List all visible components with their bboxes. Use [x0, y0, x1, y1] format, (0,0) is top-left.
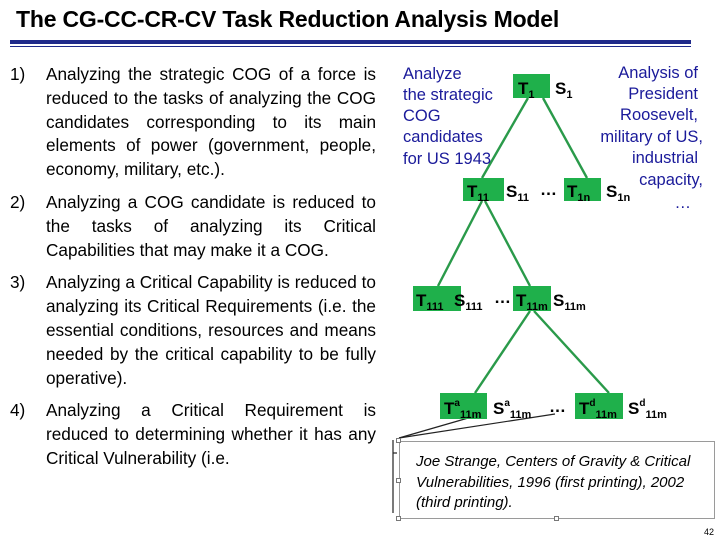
resize-handle[interactable] [396, 438, 401, 443]
list-text: Analyzing a Critical Capability is reduced to analyzing its Critical Requirements (i.e. the essential conditions, resources and means needed by the critical capability to be fully operative). [46, 272, 376, 388]
annotation-left-line: candidates [403, 128, 483, 146]
annotation-right-line: capacity, [639, 171, 703, 189]
reference-citation: Joe Strange, Centers of Gravity & Critical Vulnerabilities, 1996 (first printing), 2002 (third printing). [416, 453, 691, 511]
list-item [10, 271, 376, 390]
task-node-t11m: $T_{11m}$ [516, 291, 548, 313]
task-node-t111: $T_{111}$ [416, 291, 444, 313]
list-text: Analyzing the strategic COG of a force is reduced to the tasks of analyzing the COG candidates corresponding to its main elements of power (government, people, economy, military, etc.). [46, 64, 376, 180]
annotation-right-line: Roosevelt, [620, 106, 698, 124]
task-node-ta11m: $T^a_{11m}$ [444, 398, 482, 421]
tree-edge [438, 201, 482, 286]
list-text: Analyzing a COG candidate is reduced to the tasks of analyzing its Critical Capabilities that may make it a COG. [46, 191, 376, 260]
resize-handle[interactable] [554, 516, 559, 521]
annotation-right-line: President [628, 85, 698, 103]
tree-edge [543, 98, 587, 178]
task-node-t11: $T_{11}$ [467, 182, 490, 204]
annotation-right-line: industrial [631, 149, 698, 167]
annotation-left-line: COG [403, 107, 441, 125]
annotation-right-line: military of US, [600, 128, 703, 146]
tree-edge [485, 201, 530, 286]
ellipsis: … [540, 180, 557, 199]
tree-edge [534, 311, 609, 393]
resize-handle[interactable] [396, 516, 401, 521]
solution-node-sd11m: $S^d_{11m}$ [628, 398, 667, 421]
resize-handle[interactable] [396, 478, 401, 483]
solution-node-s1: $S_1$ [555, 79, 573, 101]
ellipsis: … [494, 288, 511, 307]
tree-edge [475, 311, 530, 393]
list-number: 4) [10, 400, 26, 421]
ellipsis: … [549, 397, 566, 416]
list-number: 1) [10, 64, 26, 84]
list-number: 3) [10, 272, 26, 293]
solution-node-s111: $S_{111}$ [454, 291, 483, 313]
solution-node-sa11m: $S^a_{11m}$ [493, 398, 532, 421]
annotation-left-line: the strategic [403, 86, 493, 104]
task-node-t1: $T_1$ [518, 79, 535, 101]
title-rule [10, 40, 691, 44]
page-number: 42 [703, 527, 714, 537]
annotation-right-line: … [674, 194, 691, 212]
annotation-right-line: Analysis of [618, 64, 698, 82]
title-rule-thin [10, 46, 691, 47]
list-item [10, 399, 376, 470]
solution-node-s11: $S_{11}$ [506, 182, 529, 204]
reference-textbox[interactable] [399, 441, 715, 519]
task-node-td11m: $T^d_{11m}$ [579, 398, 617, 421]
task-node-t1n: $T_{1n}$ [567, 182, 591, 204]
solution-node-s1n: $S_{1n}$ [606, 182, 631, 204]
list-item [10, 63, 376, 182]
annotation-left-line: Analyze [403, 65, 462, 83]
slide-title: The CG-CC-CR-CV Task Reduction Analysis Model [16, 6, 560, 32]
task-reduction-list [10, 63, 376, 471]
annotation-left-line: for US 1943 [403, 150, 492, 168]
list-text: Analyzing a Critical Requirement is reduced to determining whether it has any Critical Vulnerability (i.e. [46, 400, 376, 468]
solution-node-s11m: $S_{11m}$ [553, 291, 586, 313]
list-item [10, 191, 376, 262]
list-number: 2) [10, 191, 26, 212]
